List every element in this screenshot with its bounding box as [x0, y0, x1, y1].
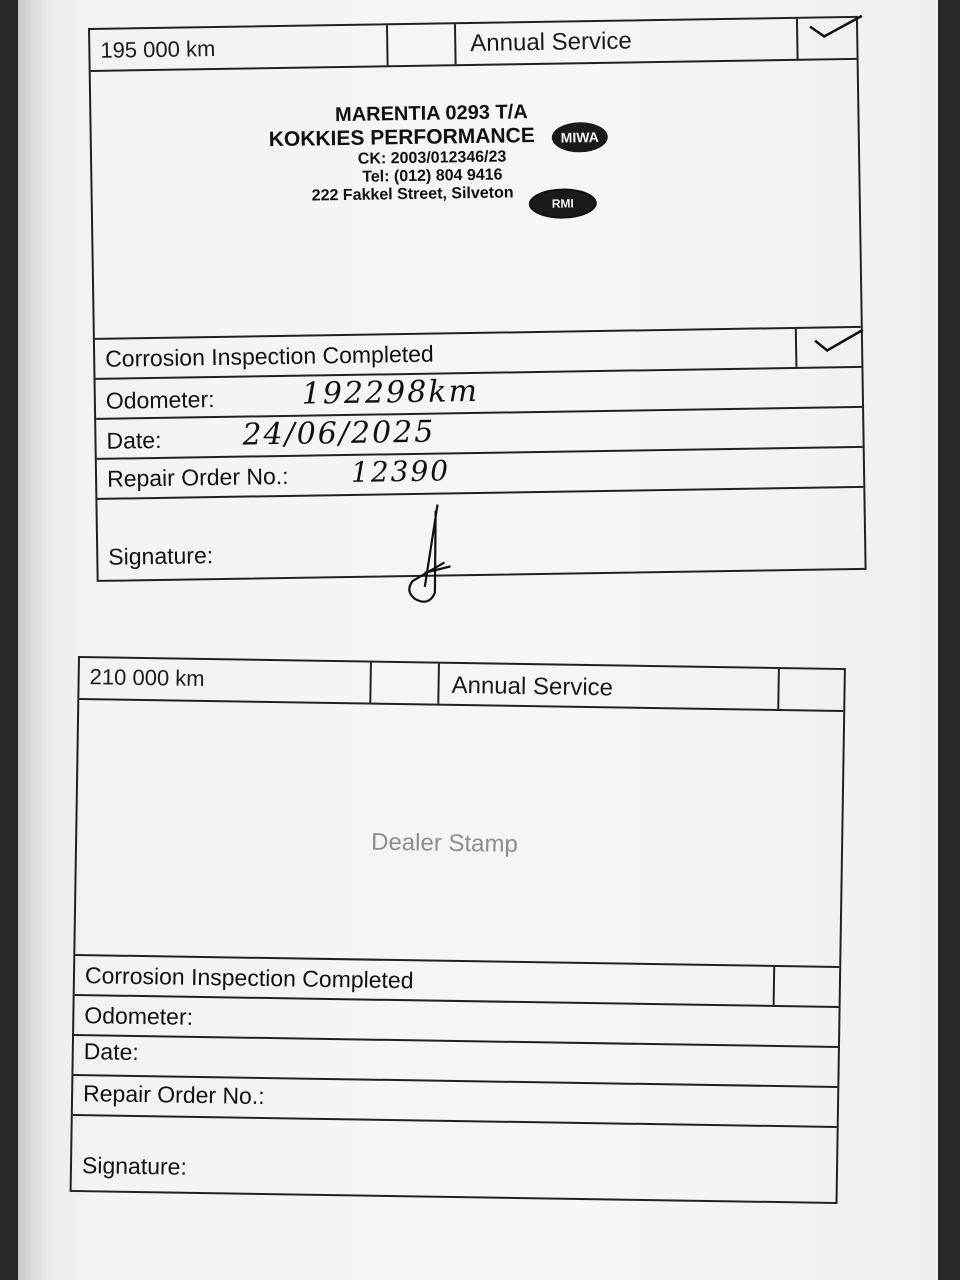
- stamp-line-3: CK: 2003/012346/23: [357, 148, 507, 168]
- miwa-logo: MIWA: [552, 122, 608, 153]
- repair-order-label: Repair Order No.:: [82, 1080, 265, 1109]
- date-handwritten: 24/06/2025: [242, 414, 436, 453]
- odometer-handwritten: 192298km: [301, 373, 480, 412]
- checkmark-icon: [806, 12, 866, 43]
- blank-cell: [371, 663, 440, 704]
- dealer-stamp-area: [91, 58, 861, 338]
- stamp-line-2: KOKKIES PERFORMANCE: [268, 123, 535, 152]
- corrosion-label: Corrosion Inspection Completed: [84, 962, 414, 994]
- odometer-label: Odometer:: [84, 1002, 194, 1030]
- repair-order-label: Repair Order No.:: [106, 462, 289, 492]
- corrosion-check-cell: [773, 967, 840, 1006]
- service-book-page: [18, 0, 938, 1280]
- dealer-stamp-placeholder: Dealer Stamp: [370, 828, 519, 858]
- km-cell: [90, 25, 389, 70]
- km-cell: [79, 658, 372, 703]
- corrosion-label: Corrosion Inspection Completed: [104, 340, 434, 372]
- service-label: Annual Service: [470, 27, 632, 57]
- stamp-line-4: Tel: (012) 804 9416: [362, 166, 503, 186]
- stamp-line-5: 222 Fakkel Street, Silveton: [311, 184, 514, 205]
- km-label: 210 000 km: [89, 664, 205, 691]
- check-divider: [796, 19, 799, 59]
- blank-cell: [388, 24, 457, 65]
- repair-order-handwritten: 12390: [350, 454, 451, 489]
- service-label: Annual Service: [451, 671, 614, 702]
- checkmark-icon: [811, 324, 867, 355]
- signature-label: Signature:: [108, 542, 214, 570]
- signature-label: Signature:: [81, 1152, 188, 1180]
- odometer-label: Odometer:: [105, 386, 215, 414]
- service-record-195000: [88, 16, 867, 582]
- signature-mark: [394, 502, 466, 613]
- dealer-stamp-area: [75, 698, 843, 966]
- service-record-210000: [70, 656, 846, 1204]
- check-divider: [777, 669, 780, 709]
- date-label: Date:: [106, 426, 162, 454]
- date-label: Date:: [83, 1038, 139, 1066]
- signature-row: [97, 486, 864, 580]
- page-gutter: [18, 0, 48, 1280]
- rmi-logo: RMI: [529, 188, 597, 219]
- signature-row: [72, 1114, 837, 1202]
- corrosion-check-cell: [795, 328, 862, 367]
- stamp-line-1: MARENTIA 0293 T/A: [334, 101, 528, 127]
- km-label: 195 000 km: [100, 36, 216, 63]
